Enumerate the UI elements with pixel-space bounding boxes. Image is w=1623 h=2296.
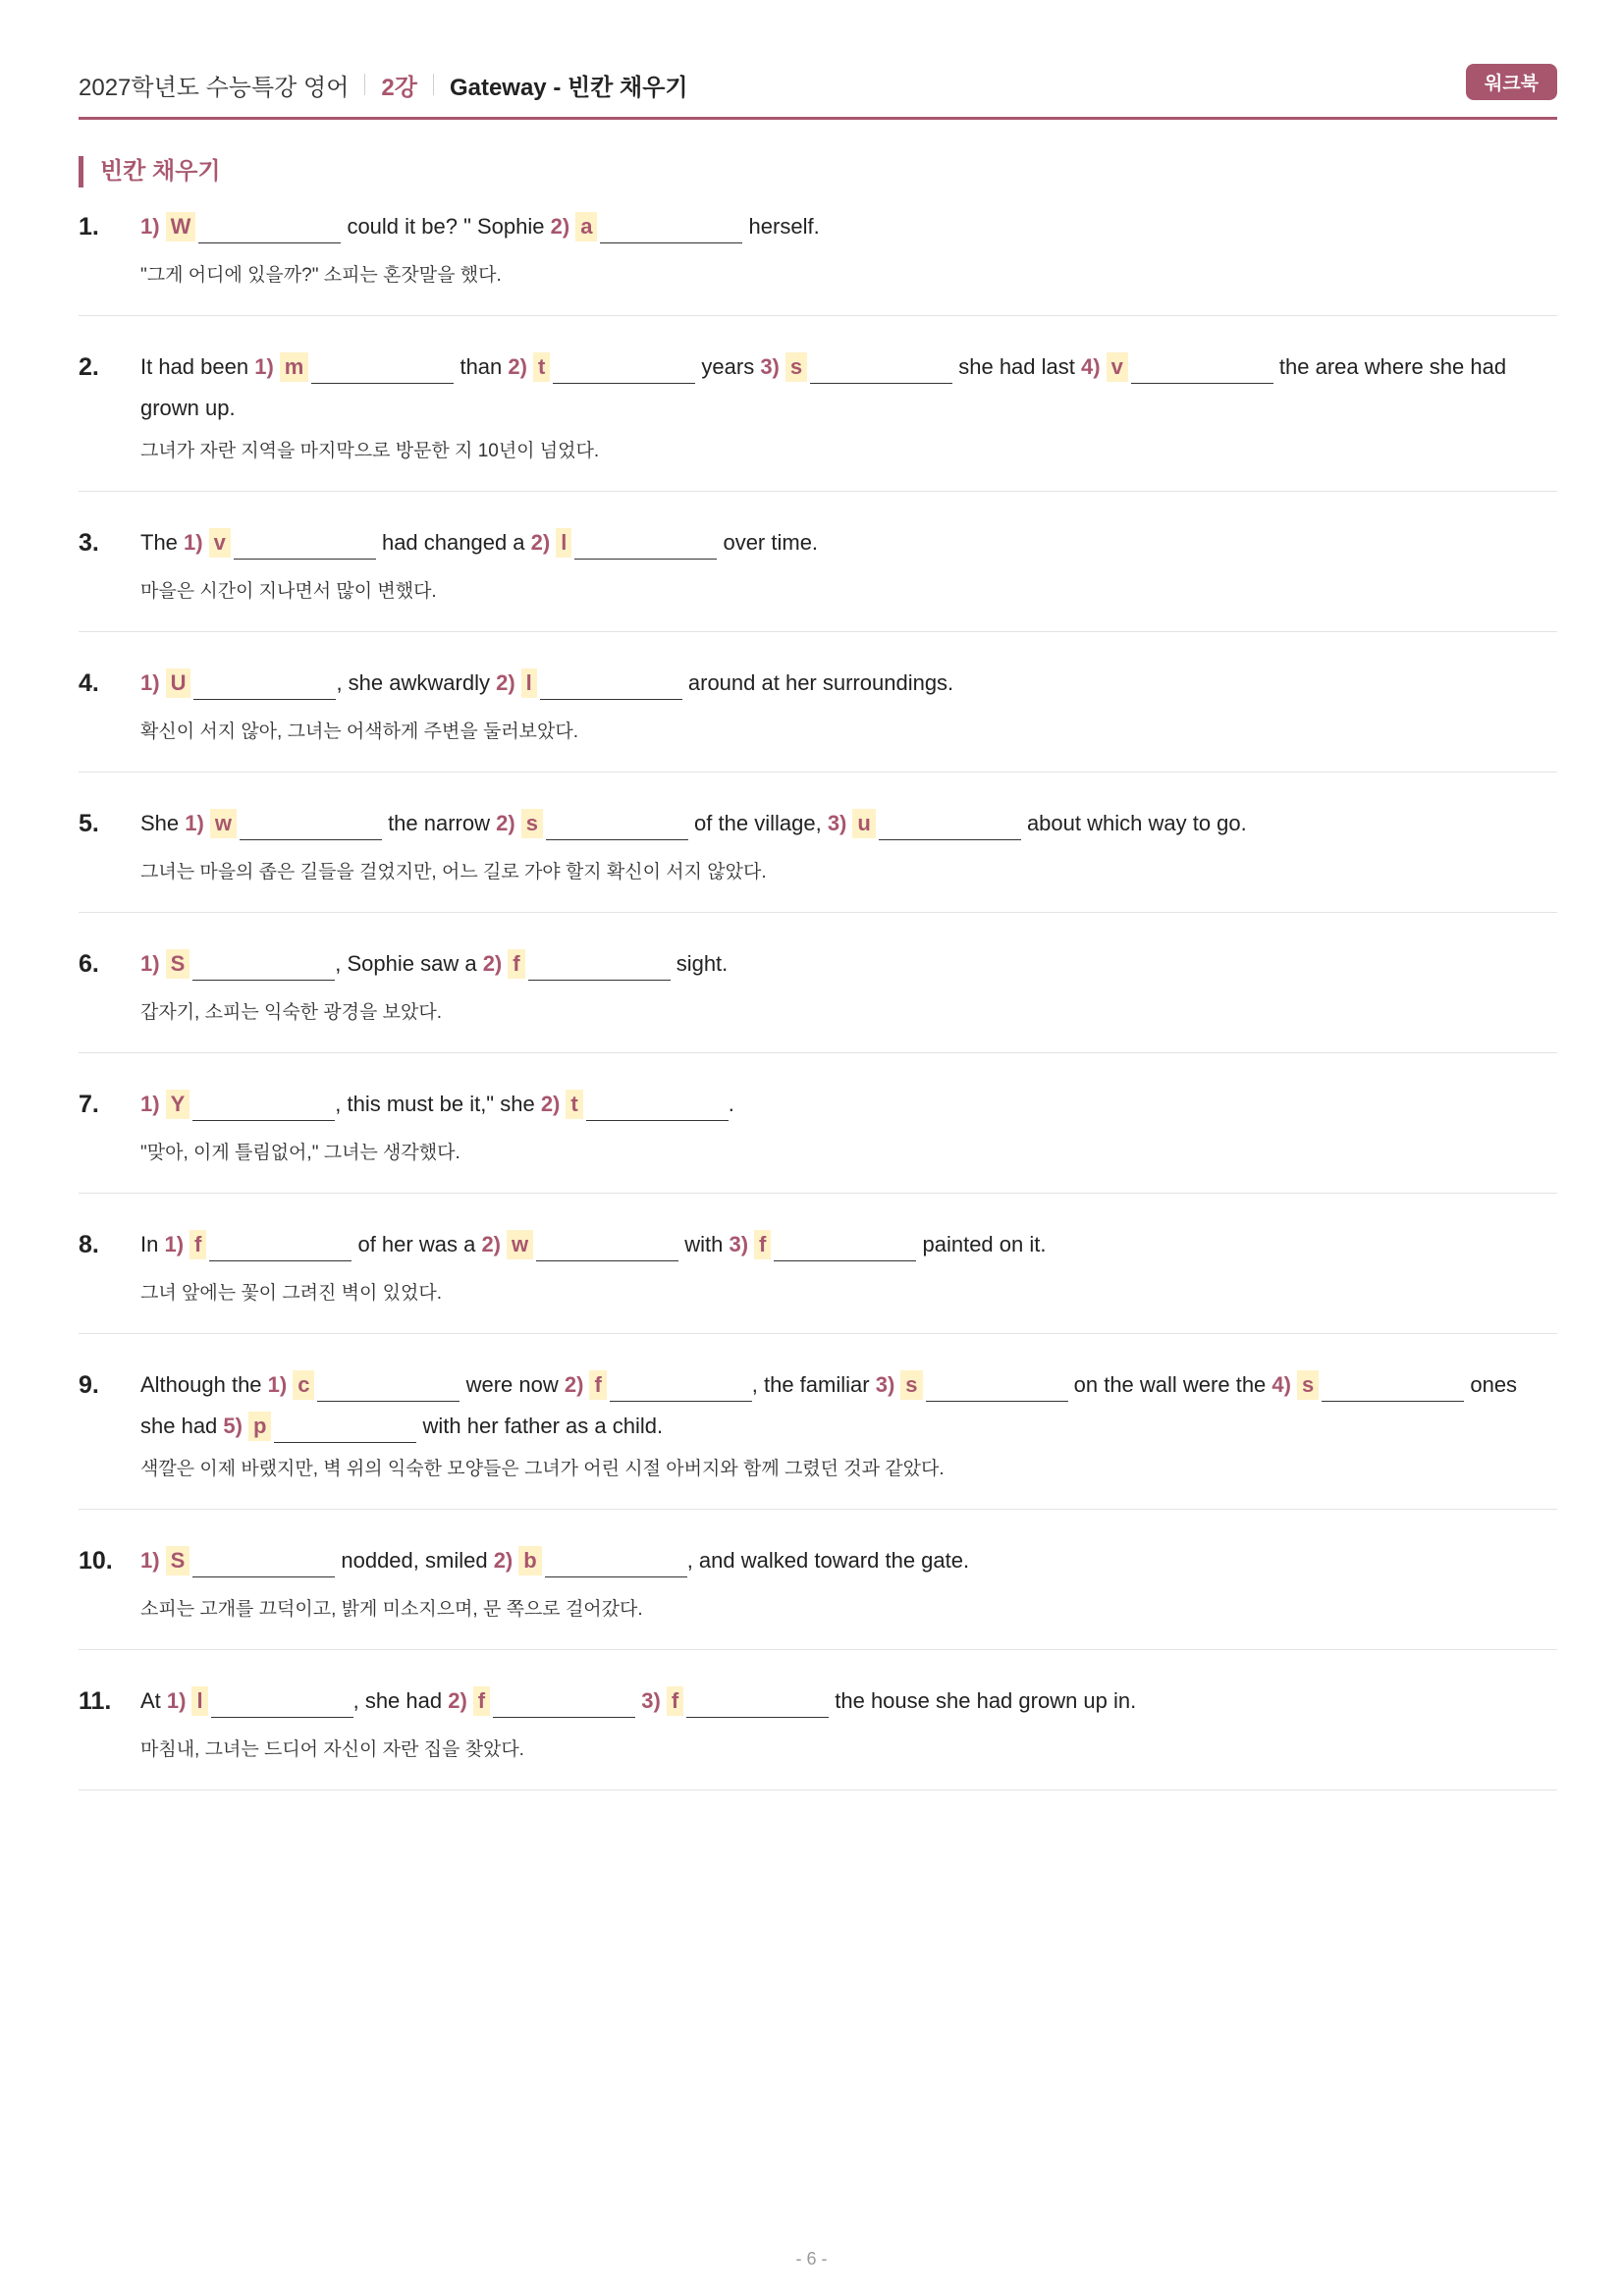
exercise-item-4 (79, 632, 1557, 773)
sentence-text: were now (460, 1372, 565, 1397)
blank-hint-letter: f (589, 1370, 606, 1400)
sentence-text: painted on it. (916, 1232, 1047, 1256)
sentence-text: around at her surroundings. (681, 670, 954, 695)
exercise-sentence (140, 663, 1557, 710)
item-10-blank-2 (494, 1540, 687, 1581)
blank-number: 5) (223, 1414, 243, 1438)
sentence-text: At (140, 1688, 167, 1713)
blank-number: 1) (267, 1372, 288, 1397)
blank-underline (192, 980, 335, 981)
item-8-blank-3 (729, 1224, 916, 1265)
korean-translation: 확신이 서지 않아, 그녀는 어색하게 주변을 둘러보았다. (140, 721, 579, 742)
sentence-text: about which way to go. (1020, 811, 1247, 835)
exercise-sentence (140, 206, 1557, 253)
exercise-number: 7. (79, 1091, 99, 1118)
blank-number: 1) (254, 354, 274, 379)
korean-translation: 그녀 앞에는 꽃이 그려진 벽이 있었다. (140, 1283, 442, 1304)
exercise-item-9 (79, 1334, 1557, 1510)
blank-hint-letter: p (248, 1412, 271, 1441)
exercise-item-3 (79, 492, 1557, 632)
blank-underline (600, 242, 742, 243)
blank-hint-letter: w (507, 1230, 533, 1259)
blank-number: 1) (140, 214, 160, 239)
blank-number: 2) (508, 354, 527, 379)
blank-underline (311, 383, 454, 384)
item-11-blank-3 (641, 1681, 829, 1722)
sentence-text: It had been (140, 354, 255, 379)
blank-hint-letter: S (166, 1546, 190, 1575)
blank-number: 2) (493, 1548, 514, 1573)
blank-underline (540, 699, 682, 700)
sentence-line (140, 1224, 1557, 1265)
sentence-text: She (140, 811, 186, 835)
exercise-item-5 (79, 773, 1557, 913)
workbook-badge: 워크북 (1466, 64, 1557, 100)
blank-number: 1) (140, 1548, 160, 1573)
blank-underline (1322, 1401, 1464, 1402)
blank-underline (879, 839, 1021, 840)
blank-underline (1131, 383, 1273, 384)
sentence-line (140, 347, 1557, 388)
sentence-line (140, 943, 1557, 985)
korean-translation: 소피는 고개를 끄덕이고, 밝게 미소지으며, 문 쪽으로 걸어갔다. (140, 1599, 643, 1620)
blank-underline (317, 1401, 460, 1402)
blank-hint-letter: c (293, 1370, 314, 1400)
blank-underline (586, 1120, 729, 1121)
item-2-blank-2 (508, 347, 695, 388)
blank-number: 1) (164, 1232, 185, 1256)
blank-underline (240, 839, 382, 840)
exercise-number: 9. (79, 1371, 99, 1399)
korean-translation: "맞아, 이게 틀림없어," 그녀는 생각했다. (140, 1143, 460, 1163)
page-header (79, 65, 688, 104)
item-7-blank-2 (541, 1084, 729, 1125)
sentence-text: could it be? " Sophie (341, 214, 551, 239)
blank-underline (192, 1576, 335, 1577)
blank-hint-letter: f (754, 1230, 771, 1259)
exercise-sentence (140, 1540, 1557, 1587)
blank-underline (926, 1401, 1068, 1402)
sentence-text: sight. (670, 951, 729, 976)
exercise-number: 11. (79, 1687, 112, 1715)
exercise-sentence (140, 943, 1557, 990)
header-rule (79, 117, 1557, 120)
exercise-body (140, 1681, 1557, 1764)
exercise-number: 10. (79, 1547, 113, 1575)
blank-number: 1) (166, 1688, 187, 1713)
blank-number: 4) (1271, 1372, 1291, 1397)
sentence-text: than (454, 354, 509, 379)
section-title: 빈칸 채우기 (100, 158, 221, 185)
blank-underline (774, 1260, 916, 1261)
item-9-blank-3 (876, 1364, 1068, 1406)
sentence-text: the narrow (381, 811, 497, 835)
blank-number: 2) (564, 1372, 584, 1397)
sentence-text: the area where she had (1272, 354, 1507, 379)
blank-number: 3) (875, 1372, 895, 1397)
blank-hint-letter: v (209, 528, 231, 558)
blank-number: 3) (760, 354, 780, 379)
blank-underline (546, 839, 688, 840)
exercise-sentence (140, 1681, 1557, 1728)
blank-hint-letter: W (166, 212, 196, 241)
korean-translation: 갑자기, 소피는 익숙한 광경을 보았다. (140, 1002, 442, 1023)
exercise-item-6 (79, 913, 1557, 1053)
blank-number: 1) (185, 811, 204, 835)
sentence-text: , she had (352, 1688, 449, 1713)
exercise-item-10 (79, 1510, 1557, 1650)
blank-underline (193, 699, 336, 700)
sentence-text: nodded, smiled (335, 1548, 494, 1573)
exercise-list (79, 196, 1557, 1790)
item-3-blank-2 (531, 522, 718, 563)
korean-translation: 그녀가 자란 지역을 마지막으로 방문한 지 10년이 넘었다. (140, 441, 600, 461)
sentence-text: , and walked toward the gate. (686, 1548, 970, 1573)
blank-underline (493, 1717, 635, 1718)
exercise-body (140, 943, 1557, 1027)
lesson-subtitle: Gateway - 빈칸 채우기 (449, 74, 688, 101)
blank-hint-letter: b (518, 1546, 541, 1575)
korean-translation: 마침내, 그녀는 드디어 자신이 자란 집을 찾았다. (140, 1739, 524, 1760)
blank-number: 4) (1081, 354, 1101, 379)
blank-hint-letter: s (785, 352, 807, 382)
header-separator (364, 74, 365, 95)
korean-translation: "그게 어디에 있을까?" 소피는 혼잣말을 했다. (140, 265, 502, 286)
blank-number: 2) (530, 530, 551, 555)
blank-number: 1) (184, 530, 203, 555)
blank-underline (211, 1717, 353, 1718)
item-5-blank-1 (185, 803, 382, 844)
item-1-blank-1 (140, 206, 341, 247)
sentence-line (140, 388, 1557, 429)
exercise-body (140, 206, 1557, 290)
lesson-number: 2강 (381, 74, 417, 101)
blank-underline (192, 1120, 335, 1121)
item-2-blank-3 (760, 347, 952, 388)
blank-hint-letter: f (508, 949, 524, 979)
exercise-body (140, 1224, 1557, 1308)
korean-translation: 색깔은 이제 바랬지만, 벽 위의 익숙한 모양들은 그녀가 어린 시절 아버지와 함께 그렸던 것과 같았다. (140, 1459, 945, 1479)
blank-underline (274, 1442, 416, 1443)
item-6-blank-1 (140, 943, 335, 985)
blank-hint-letter: U (166, 668, 191, 698)
item-5-blank-3 (828, 803, 1021, 844)
sentence-line (140, 663, 1557, 704)
exercise-number: 5. (79, 810, 99, 837)
sentence-line (140, 803, 1557, 844)
sentence-text: over time. (717, 530, 819, 555)
book-title: 2027학년도 수능특강 영어 (79, 74, 350, 101)
item-3-blank-1 (184, 522, 376, 563)
blank-hint-letter: f (667, 1686, 683, 1716)
blank-hint-letter: l (191, 1686, 207, 1716)
sentence-line (140, 1084, 1557, 1125)
sentence-text: , Sophie saw a (335, 951, 483, 976)
blank-underline (545, 1576, 687, 1577)
item-9-blank-2 (565, 1364, 752, 1406)
sentence-text: with her father as a child. (416, 1414, 664, 1438)
blank-underline (574, 559, 717, 560)
blank-number: 2) (496, 670, 515, 695)
exercise-body (140, 803, 1557, 886)
blank-hint-letter: t (566, 1090, 582, 1119)
exercise-body (140, 663, 1557, 746)
exercise-item-11 (79, 1650, 1557, 1790)
blank-number: 2) (496, 811, 515, 835)
exercise-number: 3. (79, 529, 99, 557)
blank-number: 2) (448, 1688, 467, 1713)
item-1-blank-2 (551, 206, 743, 247)
blank-hint-letter: w (210, 809, 237, 838)
sentence-text: In (140, 1232, 165, 1256)
item-10-blank-1 (140, 1540, 335, 1581)
blank-hint-letter: u (852, 809, 875, 838)
blank-hint-letter: v (1107, 352, 1128, 382)
sentence-text: with (678, 1232, 730, 1256)
exercise-item-1 (79, 196, 1557, 316)
exercise-item-8 (79, 1194, 1557, 1334)
sentence-text: grown up. (140, 396, 236, 420)
exercise-body (140, 1364, 1557, 1483)
item-2-blank-1 (254, 347, 454, 388)
sentence-line (140, 1406, 1557, 1447)
blank-hint-letter: f (189, 1230, 206, 1259)
blank-underline (553, 383, 695, 384)
exercise-sentence (140, 522, 1557, 569)
blank-number: 2) (482, 951, 503, 976)
header-separator (433, 74, 434, 95)
item-9-blank-5 (223, 1406, 416, 1447)
exercise-sentence (140, 1084, 1557, 1131)
blank-underline (610, 1401, 752, 1402)
sentence-text: on the wall were the (1067, 1372, 1272, 1397)
sentence-line (140, 206, 1557, 247)
item-8-blank-2 (481, 1224, 678, 1265)
blank-hint-letter: s (900, 1370, 922, 1400)
blank-number: 1) (140, 1092, 160, 1116)
page-number: - 6 - (795, 2249, 828, 2269)
blank-number: 3) (641, 1688, 661, 1713)
item-11-blank-2 (448, 1681, 635, 1722)
item-7-blank-1 (140, 1084, 335, 1125)
exercise-body (140, 1540, 1557, 1624)
item-6-blank-2 (483, 943, 671, 985)
blank-number: 1) (140, 951, 160, 976)
blank-hint-letter: l (521, 668, 537, 698)
sentence-text: of the village, (687, 811, 828, 835)
blank-number: 3) (729, 1232, 749, 1256)
exercise-body (140, 347, 1557, 465)
exercise-number: 1. (79, 213, 99, 240)
sentence-text: , she awkwardly (336, 670, 497, 695)
exercise-number: 2. (79, 353, 99, 381)
exercise-body (140, 1084, 1557, 1167)
sentence-text: of her was a (352, 1232, 482, 1256)
blank-hint-letter: f (473, 1686, 490, 1716)
item-4-blank-1 (140, 663, 336, 704)
item-9-blank-1 (268, 1364, 460, 1406)
exercise-number: 4. (79, 669, 99, 697)
blank-number: 2) (481, 1232, 501, 1256)
item-8-blank-1 (164, 1224, 352, 1265)
sentence-text: ones (1464, 1372, 1518, 1397)
blank-hint-letter: a (575, 212, 597, 241)
sentence-text: years (695, 354, 761, 379)
sentence-text: , the familiar (751, 1372, 876, 1397)
exercise-sentence (140, 1224, 1557, 1271)
sentence-text: the house she had grown up in. (829, 1688, 1137, 1713)
item-2-blank-4 (1081, 347, 1273, 388)
exercise-sentence (140, 347, 1557, 429)
exercise-sentence (140, 803, 1557, 850)
sentence-text: , this must be it," she (335, 1092, 541, 1116)
sentence-text: The (140, 530, 185, 555)
exercise-item-7 (79, 1053, 1557, 1194)
blank-number: 2) (540, 1092, 561, 1116)
section-marker-bar (79, 156, 83, 187)
blank-number: 2) (550, 214, 570, 239)
item-9-blank-4 (1271, 1364, 1464, 1406)
sentence-text: herself. (742, 214, 820, 239)
korean-translation: 그녀는 마을의 좁은 길들을 걸었지만, 어느 길로 가야 할지 확신이 서지 않았다. (140, 862, 767, 882)
sentence-line (140, 522, 1557, 563)
item-4-blank-2 (496, 663, 682, 704)
blank-hint-letter: s (521, 809, 543, 838)
exercise-item-2 (79, 316, 1557, 492)
blank-hint-letter: m (280, 352, 309, 382)
blank-underline (528, 980, 671, 981)
blank-hint-letter: Y (166, 1090, 190, 1119)
sentence-text: she had (140, 1414, 224, 1438)
blank-hint-letter: t (533, 352, 550, 382)
sentence-line (140, 1681, 1557, 1722)
sentence-text: had changed a (375, 530, 531, 555)
blank-underline (198, 242, 341, 243)
sentence-line (140, 1540, 1557, 1581)
blank-underline (209, 1260, 352, 1261)
sentence-line (140, 1364, 1557, 1406)
blank-hint-letter: l (556, 528, 571, 558)
sentence-text: she had last (952, 354, 1081, 379)
item-11-blank-1 (167, 1681, 353, 1722)
sentence-text: . (728, 1092, 734, 1116)
blank-underline (686, 1717, 829, 1718)
blank-underline (234, 559, 376, 560)
korean-translation: 마을은 시간이 지나면서 많이 변했다. (140, 581, 437, 602)
blank-number: 3) (827, 811, 847, 835)
blank-hint-letter: S (166, 949, 190, 979)
blank-underline (810, 383, 952, 384)
blank-number: 1) (140, 670, 160, 695)
item-5-blank-2 (496, 803, 688, 844)
exercise-number: 6. (79, 950, 99, 978)
exercise-number: 8. (79, 1231, 99, 1258)
exercise-sentence (140, 1364, 1557, 1447)
exercise-body (140, 522, 1557, 606)
blank-underline (536, 1260, 678, 1261)
blank-hint-letter: s (1297, 1370, 1319, 1400)
sentence-text: Although the (140, 1372, 268, 1397)
